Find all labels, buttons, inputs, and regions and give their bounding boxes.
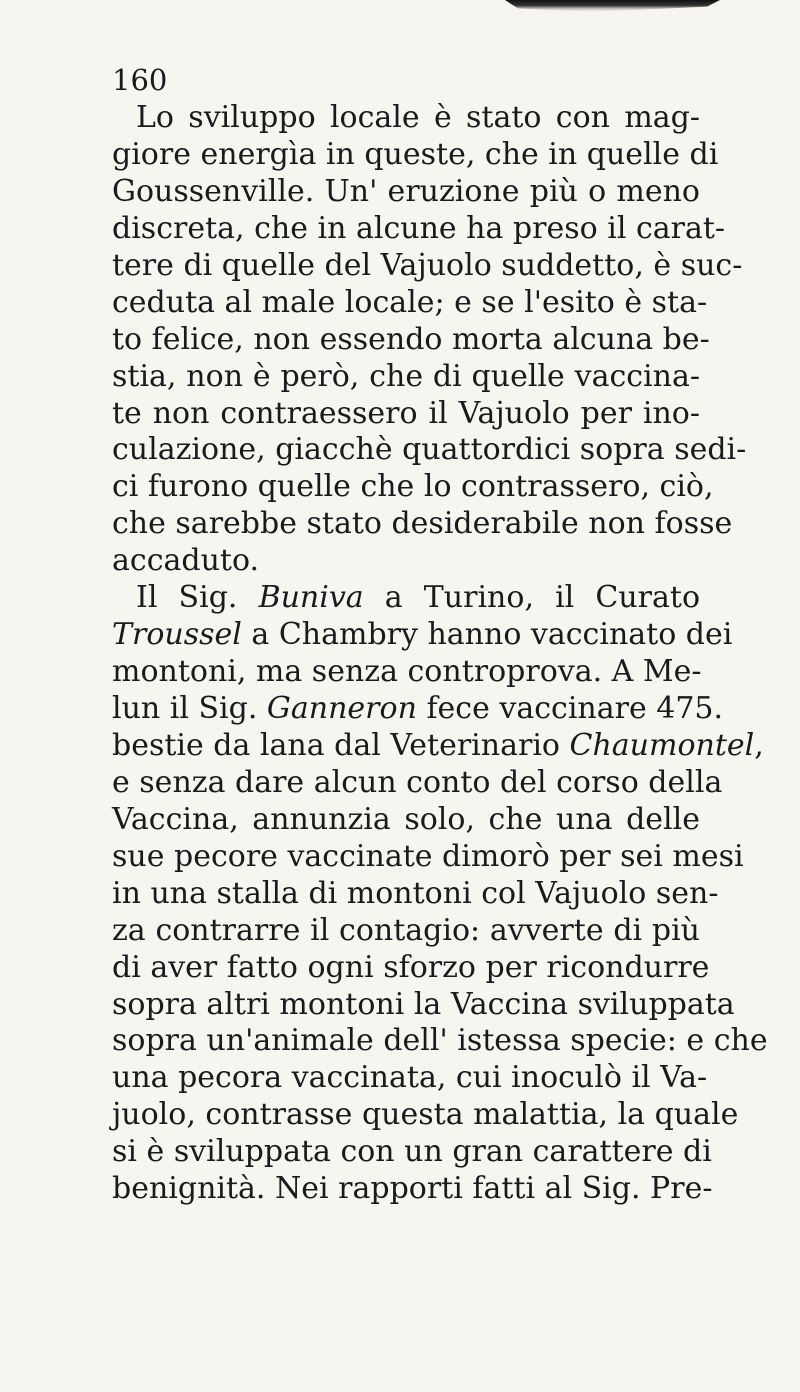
text-line: benignità. Nei rapporti fatti al Sig. Pre- (112, 1171, 713, 1207)
text-line: giore energìa in queste, che in quelle di (112, 136, 719, 172)
text-line: una pecora vaccinata, cui inoculò il Va- (112, 1060, 708, 1096)
text-line: Vaccina, annunzia solo, che una delle (112, 801, 700, 837)
body-text (112, 100, 768, 1208)
text-line: Goussenville. Un' eruzione più o meno (112, 173, 700, 209)
text-line: tere di quelle del Vajuolo suddetto, è suc- (112, 247, 743, 283)
text-line: in una stalla di montoni col Vajuolo sen- (112, 875, 719, 911)
text-line: accaduto. (112, 543, 260, 579)
text-line: sopra un'animale dell' istessa specie: e che (112, 1023, 768, 1059)
text-line: sopra altri montoni la Vaccina sviluppata (112, 986, 735, 1022)
text-line: Lo sviluppo locale è stato con mag- (136, 100, 700, 135)
person-name: Chaumontel (569, 727, 755, 763)
text-line: culazione, giacchè quattordici sopra sedi- (112, 432, 747, 468)
text-line: bestie da lana dal Veterinario Chaumontel, (112, 727, 764, 763)
text-line: sue pecore vaccinate dimorò per sei mesi (112, 838, 744, 874)
top-ink-mark (505, 0, 720, 12)
text-line: juolo, contrasse questa malattia, la quale (112, 1097, 739, 1133)
text-line: discreta, che in alcune ha preso il carat- (112, 210, 726, 246)
text-line: za contrarre il contagio: avverte di più (112, 912, 700, 948)
text-line: di aver fatto ogni sforzo per ricondurre (112, 949, 710, 985)
text-line: to felice, non essendo morta alcuna be- (112, 321, 710, 357)
person-name: Troussel (112, 617, 242, 653)
text-line: Il Sig. Buniva a Turino, il Curato (136, 580, 701, 616)
text-line: Troussel a Chambry hanno vaccinato dei (112, 617, 733, 653)
text-line: montoni, ma senza controprova. A Me- (112, 654, 702, 690)
person-name: Buniva (258, 580, 364, 616)
text-line: lun il Sig. Ganneron fece vaccinare 475. (112, 691, 724, 726)
text-line: che sarebbe stato desiderabile non fosse (112, 506, 733, 542)
text-line: ci furono quelle che lo contrassero, ciò, (112, 469, 714, 505)
page-number: 160 (112, 63, 168, 97)
text-line: e senza dare alcun conto del corso della (112, 764, 723, 800)
text-line: stia, non è però, che di quelle vaccina- (112, 358, 700, 394)
person-name: Ganneron (266, 691, 417, 726)
text-line: ceduta al male locale; e se l'esito è sta- (112, 284, 708, 320)
text-line: si è sviluppata con un gran carattere di (112, 1134, 712, 1170)
text-line: te non contraessero il Vajuolo per ino- (112, 395, 700, 431)
